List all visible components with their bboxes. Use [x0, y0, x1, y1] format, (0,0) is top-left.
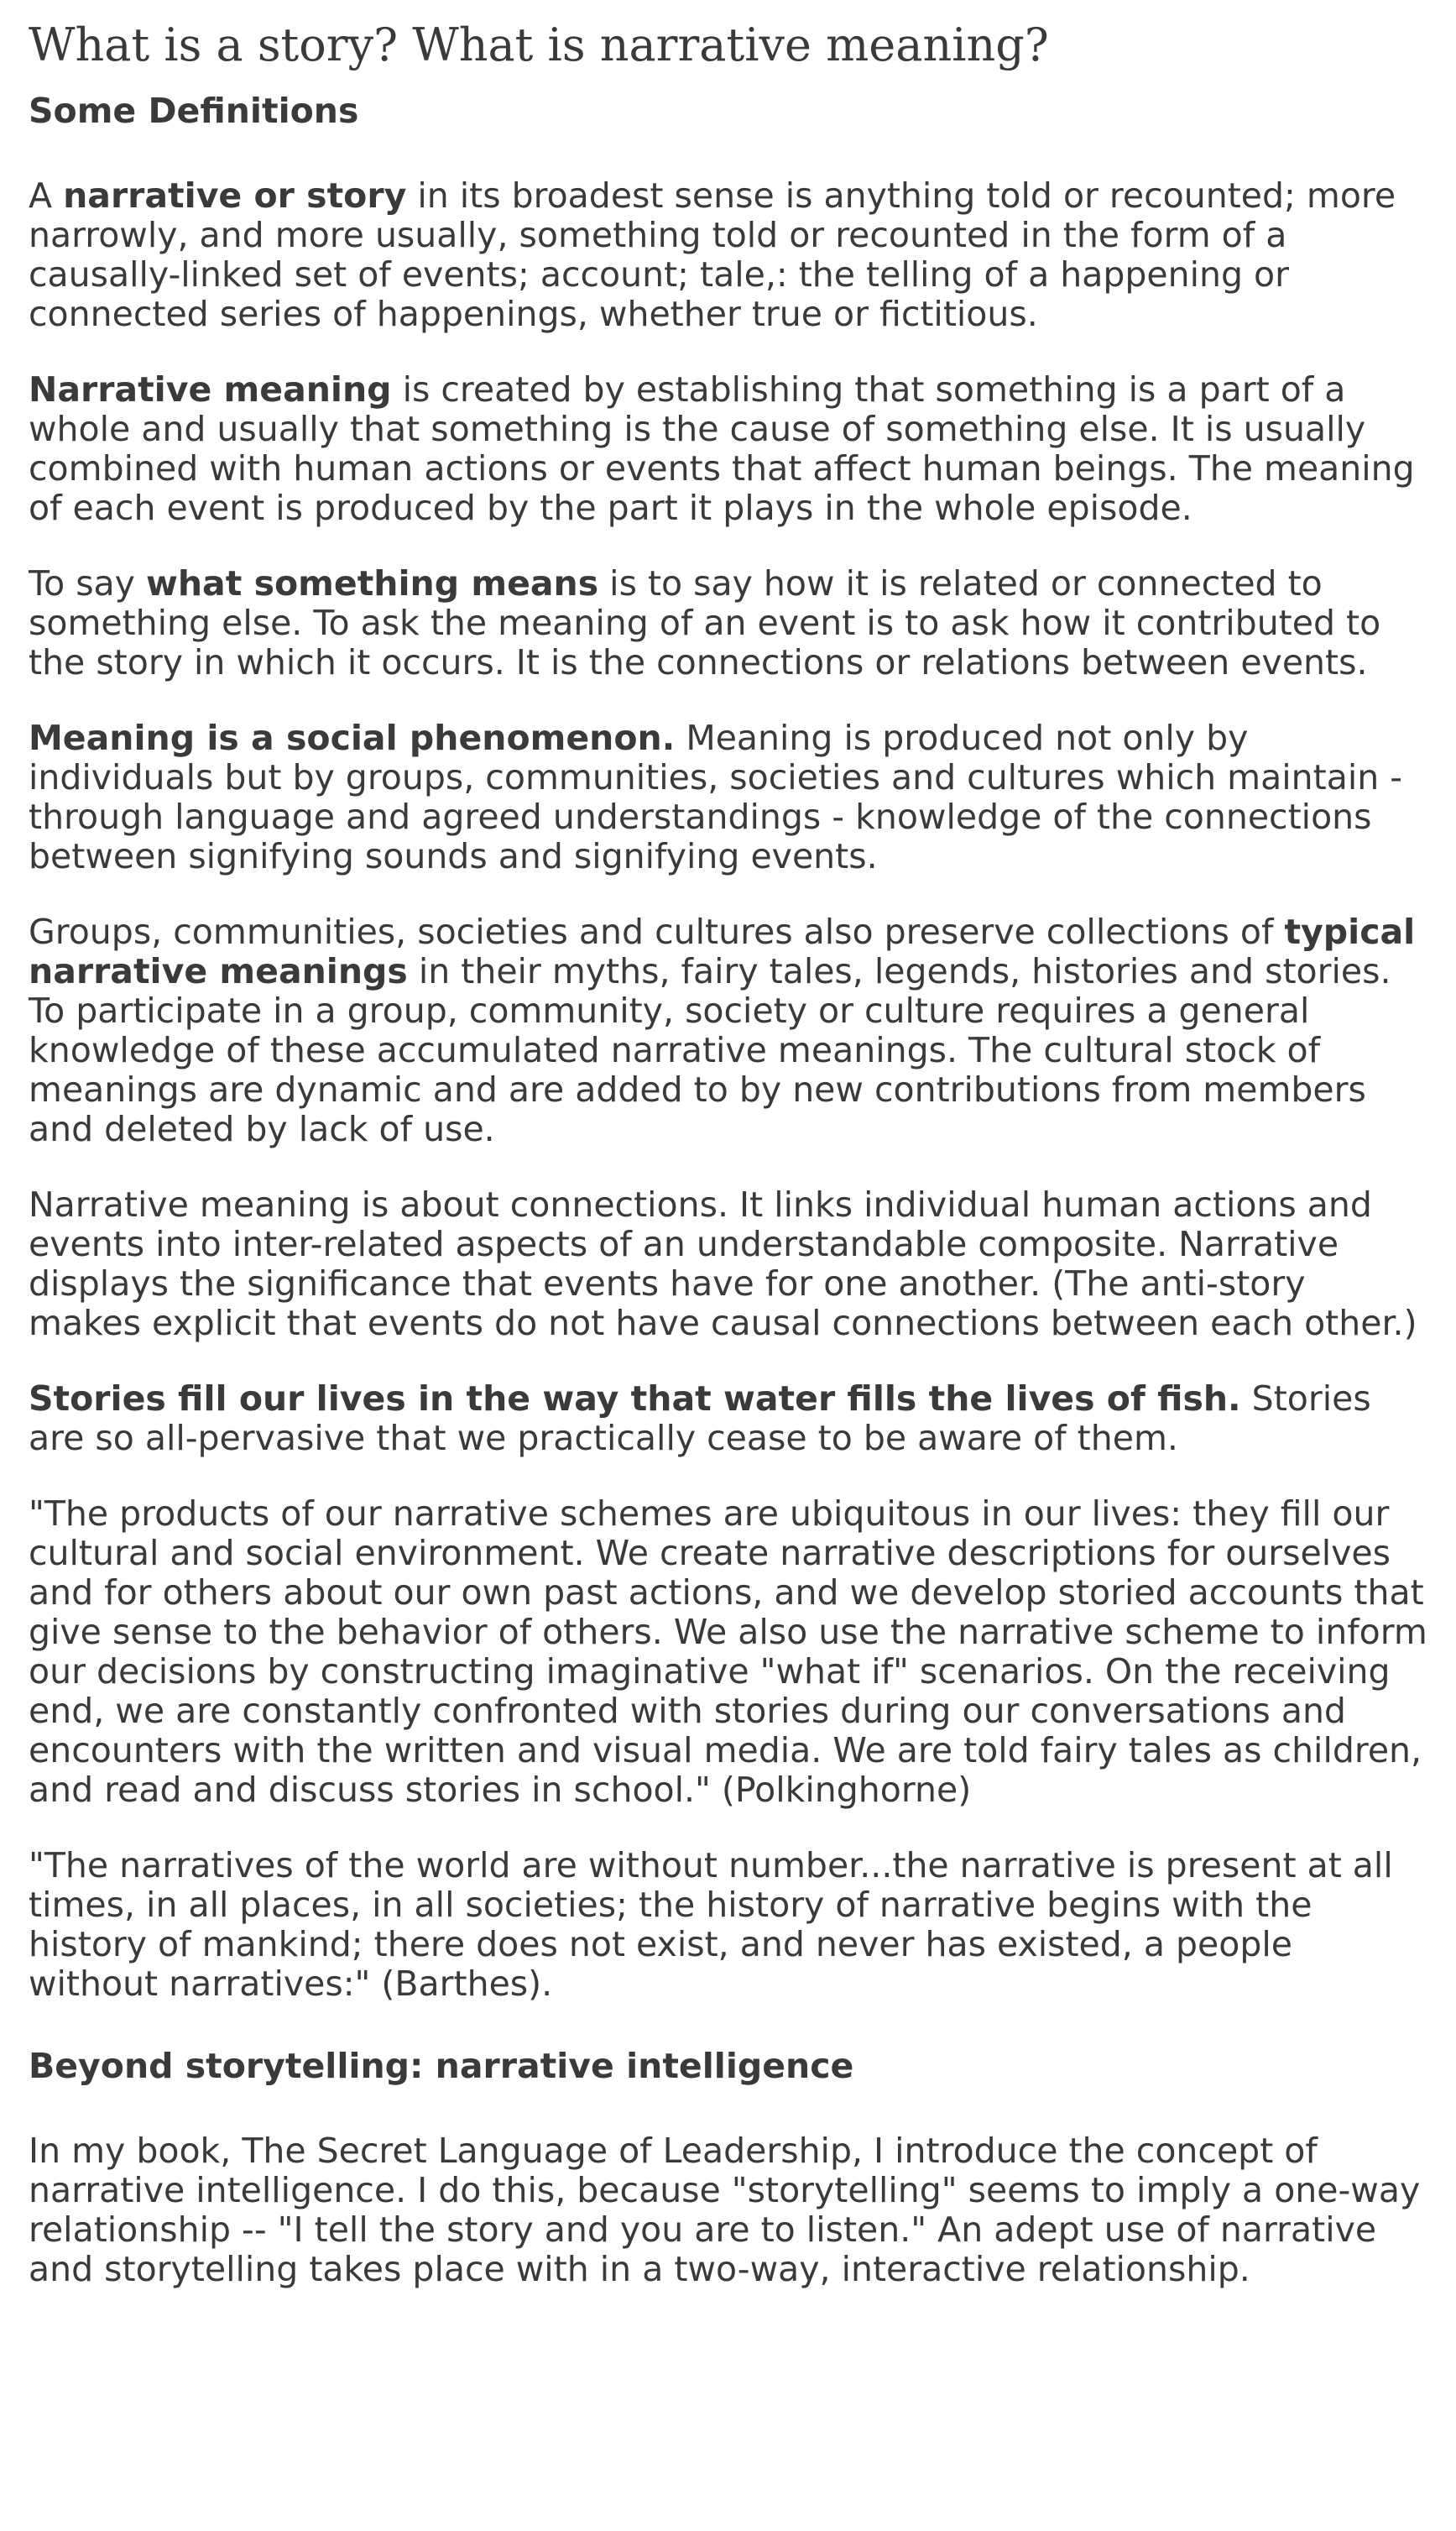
- text-run: in its broadest sense is anything told or recounted; more narrowly, and more usually, something told or recounted in the form of a causally-linked set of events; account; tale,: the telling of a happening or connected series of happenings, whether true or fictitious.: [29, 175, 1396, 334]
- paragraph-connections: [29, 1185, 1427, 1343]
- bold-term-stories-fill-lives: Stories fill our lives in the way that water fills the lives of fish.: [29, 1378, 1241, 1419]
- text-run: Groups, communities, societies and cultures also preserve collections of: [29, 912, 1285, 952]
- text-run: is created by establishing that something is a part of a whole and usually that something is the cause of something else. It is usually combined with human actions or events that affect human beings. The meaning of each event is produced by the part it plays in the whole episode.: [29, 369, 1415, 528]
- text-run: in their myths, fairy tales, legends, histories and stories. To participate in a group, community, society or culture requires a general knowledge of these accumulated narrative meanings. The cultural stock of meanings are dynamic and are added to by new contributions from members and deleted by lack of use.: [29, 951, 1391, 1149]
- paragraph-what-something-means: [29, 564, 1427, 682]
- text-run: "The products of our narrative schemes are ubiquitous in our lives: they fill our cultural and social environment. We create narrative descriptions for ourselves and for others about our own past actions, and we develop storied accounts that give sense to the behavior of others. We also use the narrative scheme to inform our decisions by constructing imaginative "what if" scenarios. On the receiving end, we are constantly confronted with stories during our conversations and encounters with the written and visual media. We are told fairy tales as children, and read and discuss stories in school." (Polkinghorne): [29, 1493, 1427, 1810]
- bold-term-what-something-means: what something means: [145, 563, 599, 604]
- quote-polkinghorne: [29, 1494, 1427, 1810]
- paragraph-secret-language: [29, 2131, 1427, 2289]
- quote-barthes: [29, 1846, 1427, 2004]
- text-run: is to say how it is related or connected to something else. To ask the meaning of an event is to ask how it contributed to the story in which it occurs. It is the connections or relations between events.: [29, 563, 1381, 682]
- paragraph-narrative-definition: [29, 176, 1427, 334]
- paragraph-social-phenomenon: [29, 719, 1427, 876]
- text-run: "The narratives of the world are without number...the narrative is present at all times, in all places, in all societies; the history of narrative begins with the history of mankind; there does not exist, and never has existed, a people without narratives:" (Barthes).: [29, 1845, 1393, 2004]
- text-run: Narrative meaning is about connections. It links individual human actions and events into inter-related aspects of an understandable composite. Narrative displays the significance that events have for one another. (The anti-story makes explicit that events do not have causal connections between each other.): [29, 1184, 1417, 1343]
- page-title: What is a story? What is narrative meaning?: [29, 18, 1049, 71]
- text-run: A: [29, 175, 64, 216]
- text-run: To say: [29, 563, 146, 604]
- bold-term-narrative-meaning: Narrative meaning: [29, 369, 392, 410]
- text-run: In my book, The Secret Language of Leadership, I introduce the concept of narrative intelligence. I do this, because "storytelling" seems to imply a one-way relationship -- "I tell the story and you are to listen." An adept use of narrative and storytelling takes place with in a two-way, interactive relationship.: [29, 2131, 1421, 2289]
- article-page: [0, 18, 1456, 2531]
- bold-term-typical-narrative-meanings: typical narrative meanings: [29, 912, 1416, 991]
- paragraph-stories-fill-lives: [29, 1379, 1427, 1458]
- text-run: Meaning is produced not only by individuals but by groups, communities, societies and cultures which maintain - through language and agreed understandings - knowledge of the connections between signifying sounds and signifying events.: [29, 718, 1403, 876]
- text-run: Stories are so all-pervasive that we practically cease to be aware of them.: [29, 1378, 1371, 1458]
- section-heading-definitions: Some Definitions: [29, 91, 359, 131]
- bold-term-social-phenomenon: Meaning is a social phenomenon.: [29, 718, 676, 758]
- bold-term-narrative-or-story: narrative or story: [63, 175, 407, 216]
- paragraph-narrative-meaning: [29, 370, 1427, 528]
- section-heading-narrative-intelligence: Beyond storytelling: narrative intelligence: [29, 2046, 854, 2086]
- paragraph-typical-narrative-meanings: [29, 913, 1427, 1149]
